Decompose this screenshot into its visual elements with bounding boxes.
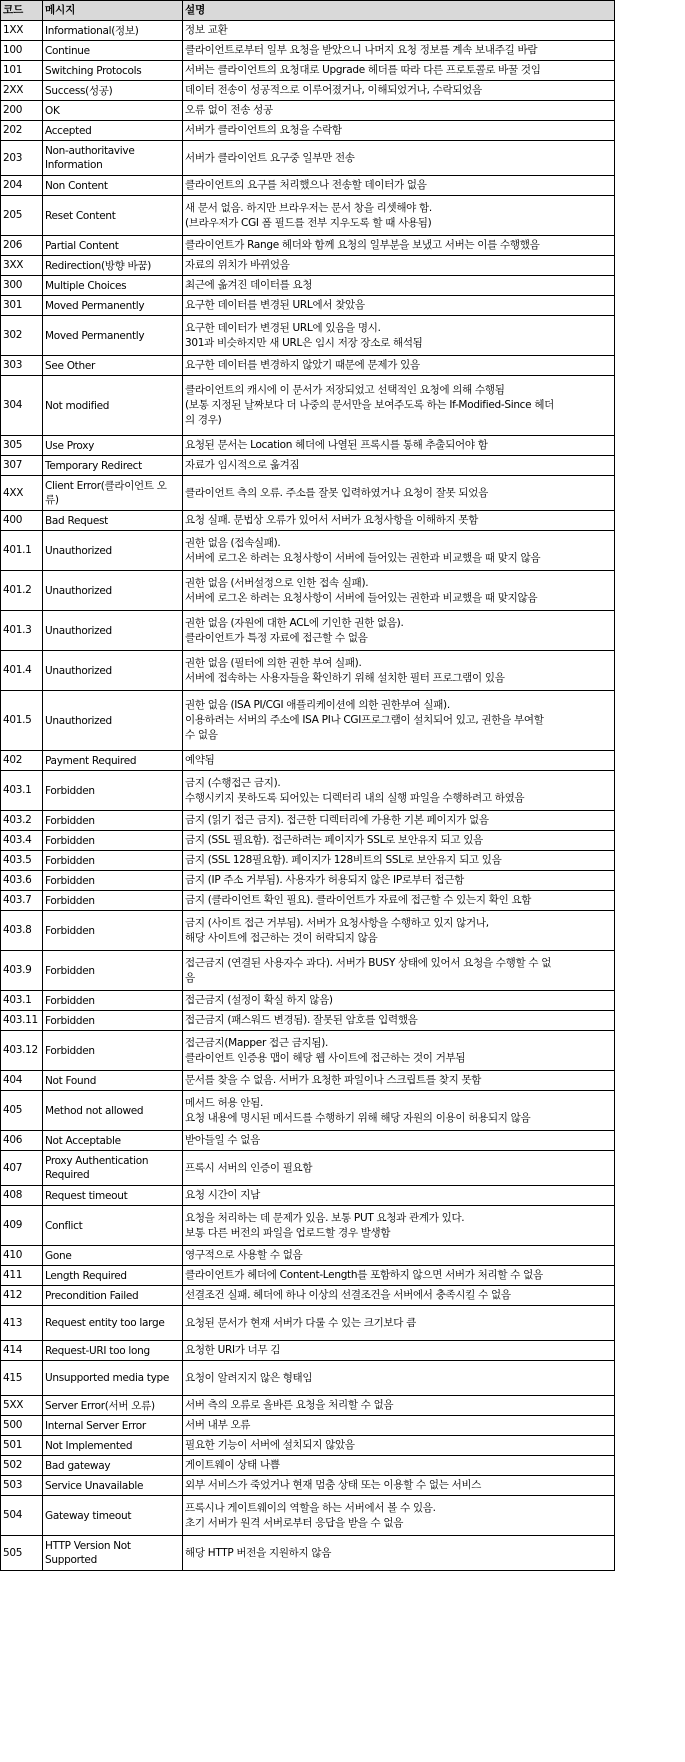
status-description-cell: 정보 교환 — [183, 21, 615, 41]
status-description-cell: 오류 없이 전송 성공 — [183, 101, 615, 121]
table-row — [1, 1536, 615, 1571]
status-message-cell: Request entity too large — [43, 1306, 183, 1341]
status-code-cell: 401.2 — [1, 571, 43, 611]
status-code-cell: 304 — [1, 376, 43, 436]
status-code-cell: 413 — [1, 1306, 43, 1341]
status-description-cell: 문서를 찾을 수 없음. 서버가 요청한 파일이나 스크립트를 찾지 못함 — [183, 1071, 615, 1091]
status-message-cell: Moved Permanently — [43, 316, 183, 356]
status-message-cell: Request timeout — [43, 1186, 183, 1206]
status-code-cell: 403.2 — [1, 811, 43, 831]
status-code-cell: 5XX — [1, 1396, 43, 1416]
status-description-cell: 요청한 URI가 너무 김 — [183, 1341, 615, 1361]
status-code-cell: 403.12 — [1, 1031, 43, 1071]
status-code-cell: 205 — [1, 196, 43, 236]
status-message-cell: Unauthorized — [43, 691, 183, 751]
table-row — [1, 1361, 615, 1396]
table-row — [1, 751, 615, 771]
status-message-cell: Redirection(방향 바꿈) — [43, 256, 183, 276]
status-description-cell: 클라이언트로부터 일부 요청을 받았으니 나머지 요청 정보를 계속 보내주길 바람 — [183, 41, 615, 61]
status-code-cell: 403.1 — [1, 771, 43, 811]
table-row — [1, 1206, 615, 1246]
status-message-cell: Reset Content — [43, 196, 183, 236]
status-code-cell: 401.1 — [1, 531, 43, 571]
status-description-cell: 서버는 클라이언트의 요청대로 Upgrade 헤더를 따라 다른 프로토콜로 바꿀 것임 — [183, 61, 615, 81]
table-row — [1, 1286, 615, 1306]
table-row — [1, 1151, 615, 1186]
table-row — [1, 436, 615, 456]
table-row — [1, 891, 615, 911]
table-row — [1, 871, 615, 891]
status-code-cell: 303 — [1, 356, 43, 376]
status-message-cell: Partial Content — [43, 236, 183, 256]
status-message-cell: Bad gateway — [43, 1456, 183, 1476]
status-code-cell: 4XX — [1, 476, 43, 511]
status-description-cell: 접근금지 (패스워드 변경됨). 잘못된 암호를 입력했음 — [183, 1011, 615, 1031]
status-message-cell: Forbidden — [43, 1031, 183, 1071]
status-description-cell: 클라이언트의 캐시에 이 문서가 저장되었고 선택적인 요청에 의해 수행됨 (보통 지정된 날짜보다 더 나중의 문서만을 보여주도록 하는 If-Modified-Since 헤더 의 경우) — [183, 376, 615, 436]
status-code-cell: 502 — [1, 1456, 43, 1476]
status-code-cell: 411 — [1, 1266, 43, 1286]
status-message-cell: Unauthorized — [43, 531, 183, 571]
status-message-cell: Multiple Choices — [43, 276, 183, 296]
status-description-cell: 접근금지 (연결된 사용자수 과다). 서버가 BUSY 상태에 있어서 요청을 수행할 수 없 음 — [183, 951, 615, 991]
status-description-cell: 서버가 클라이언트의 요청을 수락함 — [183, 121, 615, 141]
status-code-cell: 401.4 — [1, 651, 43, 691]
table-row — [1, 141, 615, 176]
status-message-cell: Unauthorized — [43, 571, 183, 611]
status-code-cell: 1XX — [1, 21, 43, 41]
status-message-cell: Moved Permanently — [43, 296, 183, 316]
table-row — [1, 1011, 615, 1031]
status-message-cell: Forbidden — [43, 991, 183, 1011]
status-code-cell: 403.9 — [1, 951, 43, 991]
table-row — [1, 61, 615, 81]
table-row — [1, 1416, 615, 1436]
status-code-cell: 501 — [1, 1436, 43, 1456]
status-code-cell: 100 — [1, 41, 43, 61]
status-description-cell: 해당 HTTP 버전을 지원하지 않음 — [183, 1536, 615, 1571]
table-row — [1, 1436, 615, 1456]
status-code-cell: 402 — [1, 751, 43, 771]
table-row — [1, 1186, 615, 1206]
status-message-cell: Gateway timeout — [43, 1496, 183, 1536]
table-row — [1, 991, 615, 1011]
status-message-cell: Client Error(클라이언트 오류) — [43, 476, 183, 511]
status-code-cell: 415 — [1, 1361, 43, 1396]
status-description-cell: 새 문서 없음. 하지만 브라우저는 문서 창을 리셋해야 함. (브라우저가 CGI 폼 필드를 전부 지우도록 할 때 사용됨) — [183, 196, 615, 236]
status-message-cell: Payment Required — [43, 751, 183, 771]
status-description-cell: 요구한 데이터가 변경된 URL에 있음을 명시. 301과 비슷하지만 새 URL은 임시 저장 장소로 해석됨 — [183, 316, 615, 356]
table-row — [1, 476, 615, 511]
status-description-cell: 요청을 처리하는 데 문제가 있음. 보통 PUT 요청과 관계가 있다. 보통 다른 버전의 파일을 업로드할 경우 발생함 — [183, 1206, 615, 1246]
status-message-cell: Forbidden — [43, 831, 183, 851]
status-message-cell: Forbidden — [43, 1011, 183, 1031]
status-code-cell: 405 — [1, 1091, 43, 1131]
table-row — [1, 951, 615, 991]
table-row — [1, 1476, 615, 1496]
status-description-cell: 요청된 문서가 현재 서버가 다룰 수 있는 크기보다 큼 — [183, 1306, 615, 1341]
status-description-cell: 최근에 옮겨진 데이터를 요청 — [183, 276, 615, 296]
status-code-cell: 505 — [1, 1536, 43, 1571]
status-code-cell: 408 — [1, 1186, 43, 1206]
status-description-cell: 외부 서비스가 죽었거나 현재 멈춤 상태 또는 이용할 수 없는 서비스 — [183, 1476, 615, 1496]
table-row — [1, 296, 615, 316]
status-description-cell: 금지 (IP 주소 거부됨). 사용자가 허용되지 않은 IP로부터 접근함 — [183, 871, 615, 891]
table-row — [1, 1071, 615, 1091]
status-description-cell: 접근금지(Mapper 접근 금지됨). 클라이언트 인증용 맵이 해당 웹 사이트에 접근하는 것이 거부됨 — [183, 1031, 615, 1071]
table-row — [1, 571, 615, 611]
status-message-cell: Method not allowed — [43, 1091, 183, 1131]
table-row — [1, 511, 615, 531]
status-message-cell: Internal Server Error — [43, 1416, 183, 1436]
table-row — [1, 1131, 615, 1151]
table-row — [1, 1031, 615, 1071]
status-message-cell: Service Unavailable — [43, 1476, 183, 1496]
status-message-cell: HTTP Version Not Supported — [43, 1536, 183, 1571]
status-code-cell: 401.3 — [1, 611, 43, 651]
status-description-cell: 메서드 허용 안됨. 요청 내용에 명시된 메서드를 수행하기 위해 해당 자원의 이용이 허용되지 않음 — [183, 1091, 615, 1131]
status-description-cell: 데이터 전송이 성공적으로 이루어졌거나, 이해되었거나, 수락되었음 — [183, 81, 615, 101]
status-code-cell: 300 — [1, 276, 43, 296]
status-description-cell: 요청이 알려지지 않은 형태임 — [183, 1361, 615, 1396]
status-message-cell: Forbidden — [43, 811, 183, 831]
status-code-cell: 301 — [1, 296, 43, 316]
table-row — [1, 41, 615, 61]
status-description-cell: 요청 시간이 지남 — [183, 1186, 615, 1206]
status-code-cell: 403.7 — [1, 891, 43, 911]
table-header-row — [1, 1, 615, 21]
status-code-cell: 403.4 — [1, 831, 43, 851]
table-row — [1, 236, 615, 256]
status-description-cell: 접근금지 (설정이 확실 하지 않음) — [183, 991, 615, 1011]
table-row — [1, 1396, 615, 1416]
table-body — [1, 21, 615, 1571]
status-code-cell: 204 — [1, 176, 43, 196]
table-row — [1, 1306, 615, 1341]
table-row — [1, 1266, 615, 1286]
status-description-cell: 받아들일 수 없음 — [183, 1131, 615, 1151]
table-row — [1, 276, 615, 296]
status-message-cell: Forbidden — [43, 911, 183, 951]
table-row — [1, 1456, 615, 1476]
status-description-cell: 요구한 데이터를 변경하지 않았기 때문에 문제가 있음 — [183, 356, 615, 376]
status-message-cell: Use Proxy — [43, 436, 183, 456]
status-code-cell: 3XX — [1, 256, 43, 276]
status-description-cell: 선결조건 실패. 헤더에 하나 이상의 선결조건을 서버에서 충족시킬 수 없음 — [183, 1286, 615, 1306]
status-description-cell: 필요한 기능이 서버에 설치되지 않았음 — [183, 1436, 615, 1456]
status-description-cell: 권한 없음 (자원에 대한 ACL에 기인한 권한 없음). 클라이언트가 특정 자료에 접근할 수 없음 — [183, 611, 615, 651]
status-code-cell: 305 — [1, 436, 43, 456]
status-code-cell: 410 — [1, 1246, 43, 1266]
table-row — [1, 611, 615, 651]
status-code-cell: 403.8 — [1, 911, 43, 951]
table-row — [1, 1091, 615, 1131]
status-code-cell: 400 — [1, 511, 43, 531]
status-message-cell: Accepted — [43, 121, 183, 141]
table-row — [1, 531, 615, 571]
status-message-cell: Switching Protocols — [43, 61, 183, 81]
status-message-cell: Unsupported media type — [43, 1361, 183, 1396]
status-code-cell: 307 — [1, 456, 43, 476]
status-description-cell: 금지 (읽기 접근 금지). 접근한 디렉터리에 가용한 기본 페이지가 없음 — [183, 811, 615, 831]
table-row — [1, 21, 615, 41]
status-message-cell: Non-authoritavive Information — [43, 141, 183, 176]
status-code-cell: 302 — [1, 316, 43, 356]
status-description-cell: 금지 (수행접근 금지). 수행시키지 못하도록 되어있는 디렉터리 내의 실행 파일을 수행하려고 하였음 — [183, 771, 615, 811]
status-description-cell: 자료의 위치가 바뀌었음 — [183, 256, 615, 276]
status-code-cell: 504 — [1, 1496, 43, 1536]
status-description-cell: 금지 (SSL 필요함). 접근하려는 페이지가 SSL로 보안유지 되고 있음 — [183, 831, 615, 851]
status-description-cell: 클라이언트가 헤더에 Content-Length를 포함하지 않으면 서버가 처리할 수 없음 — [183, 1266, 615, 1286]
status-message-cell: Not Acceptable — [43, 1131, 183, 1151]
status-message-cell: Forbidden — [43, 771, 183, 811]
table-row — [1, 831, 615, 851]
status-code-cell: 409 — [1, 1206, 43, 1246]
status-description-cell: 영구적으로 사용할 수 없음 — [183, 1246, 615, 1266]
status-description-cell: 권한 없음 (서버설정으로 인한 접속 실패). 서버에 로그온 하려는 요청사항이 서버에 들어있는 권한과 비교했을 때 맞지않음 — [183, 571, 615, 611]
table-row — [1, 911, 615, 951]
status-code-cell: 404 — [1, 1071, 43, 1091]
status-description-cell: 요청된 문서는 Location 헤더에 나열된 프록시를 통해 추출되어야 함 — [183, 436, 615, 456]
status-message-cell: Precondition Failed — [43, 1286, 183, 1306]
status-description-cell: 서버 측의 오류로 올바른 요청을 처리할 수 없음 — [183, 1396, 615, 1416]
status-description-cell: 게이트웨이 상태 나쁨 — [183, 1456, 615, 1476]
table-row — [1, 771, 615, 811]
status-code-cell: 2XX — [1, 81, 43, 101]
status-message-cell: Proxy Authentication Required — [43, 1151, 183, 1186]
status-description-cell: 요구한 데이터를 변경된 URL에서 찾았음 — [183, 296, 615, 316]
status-message-cell: Non Content — [43, 176, 183, 196]
status-description-cell: 요청 실패. 문법상 오류가 있어서 서버가 요청사항을 이해하지 못함 — [183, 511, 615, 531]
status-code-cell: 101 — [1, 61, 43, 81]
status-code-cell: 206 — [1, 236, 43, 256]
status-code-cell: 406 — [1, 1131, 43, 1151]
status-description-cell: 클라이언트의 요구를 처리했으나 전송할 데이터가 없음 — [183, 176, 615, 196]
status-description-cell: 금지 (클라이언트 확인 필요). 클라이언트가 자료에 접근할 수 있는지 확인 요함 — [183, 891, 615, 911]
table-row — [1, 176, 615, 196]
status-message-cell: Request-URI too long — [43, 1341, 183, 1361]
status-description-cell: 클라이언트 측의 오류. 주소를 잘못 입력하였거나 요청이 잘못 되었음 — [183, 476, 615, 511]
status-code-cell: 403.5 — [1, 851, 43, 871]
table-row — [1, 651, 615, 691]
status-message-cell: Forbidden — [43, 871, 183, 891]
table-row — [1, 356, 615, 376]
status-description-cell: 자료가 임시적으로 옮겨짐 — [183, 456, 615, 476]
status-message-cell: Forbidden — [43, 851, 183, 871]
table-row — [1, 256, 615, 276]
status-message-cell: Unauthorized — [43, 611, 183, 651]
status-message-cell: Forbidden — [43, 891, 183, 911]
status-description-cell: 클라이언트가 Range 헤더와 함께 요청의 일부분을 보냈고 서버는 이를 수행했음 — [183, 236, 615, 256]
status-code-cell: 407 — [1, 1151, 43, 1186]
status-message-cell: Unauthorized — [43, 651, 183, 691]
status-message-cell: Informational(정보) — [43, 21, 183, 41]
status-description-cell: 금지 (SSL 128필요함). 페이지가 128비트의 SSL로 보안유지 되고 있음 — [183, 851, 615, 871]
status-code-cell: 403.6 — [1, 871, 43, 891]
status-description-cell: 프록시 서버의 인증이 필요함 — [183, 1151, 615, 1186]
status-message-cell: Not Found — [43, 1071, 183, 1091]
status-message-cell: Gone — [43, 1246, 183, 1266]
table-row — [1, 376, 615, 436]
table-row — [1, 81, 615, 101]
table-row — [1, 1246, 615, 1266]
status-message-cell: Not Implemented — [43, 1436, 183, 1456]
status-code-cell: 203 — [1, 141, 43, 176]
status-message-cell: See Other — [43, 356, 183, 376]
status-message-cell: Forbidden — [43, 951, 183, 991]
table-row — [1, 456, 615, 476]
status-message-cell: OK — [43, 101, 183, 121]
status-message-cell: Length Required — [43, 1266, 183, 1286]
table-row — [1, 851, 615, 871]
status-code-cell: 412 — [1, 1286, 43, 1306]
status-code-cell: 202 — [1, 121, 43, 141]
status-description-cell: 권한 없음 (ISA PI/CGI 애플리케이션에 의한 권한부여 실패). 이용하려는 서버의 주소에 ISA PI나 CGI프로그램이 설치되어 있고, 권한을 부여할 수 없음 — [183, 691, 615, 751]
status-message-cell: Continue — [43, 41, 183, 61]
table-row — [1, 101, 615, 121]
table-row — [1, 316, 615, 356]
status-description-cell: 권한 없음 (접속실패). 서버에 로그온 하려는 요청사항이 서버에 들어있는 권한과 비교했을 때 맞지 않음 — [183, 531, 615, 571]
message-column-header: 메시지 — [43, 1, 183, 21]
table-row — [1, 196, 615, 236]
status-code-cell: 401.5 — [1, 691, 43, 751]
status-message-cell: Not modified — [43, 376, 183, 436]
status-code-cell: 200 — [1, 101, 43, 121]
table-row — [1, 1341, 615, 1361]
status-description-cell: 서버 내부 오류 — [183, 1416, 615, 1436]
status-message-cell: Success(성공) — [43, 81, 183, 101]
status-description-cell: 금지 (사이트 접근 거부됨). 서버가 요청사항을 수행하고 있지 않거나, 해당 사이트에 접근하는 것이 허락되지 않음 — [183, 911, 615, 951]
status-message-cell: Server Error(서버 오류) — [43, 1396, 183, 1416]
status-description-cell: 권한 없음 (필터에 의한 권한 부여 실패). 서버에 접속하는 사용자들을 확인하기 위해 설치한 필터 프로그램이 있음 — [183, 651, 615, 691]
status-description-cell: 서버가 클라이언트 요구중 일부만 전송 — [183, 141, 615, 176]
table-row — [1, 811, 615, 831]
status-code-cell: 403.11 — [1, 1011, 43, 1031]
status-code-cell: 414 — [1, 1341, 43, 1361]
status-description-cell: 예약됨 — [183, 751, 615, 771]
status-message-cell: Temporary Redirect — [43, 456, 183, 476]
status-code-cell: 403.1 — [1, 991, 43, 1011]
status-description-cell: 프록시나 게이트웨이의 역할을 하는 서버에서 볼 수 있음. 초기 서버가 원격 서버로부터 응답을 받을 수 없음 — [183, 1496, 615, 1536]
status-code-cell: 500 — [1, 1416, 43, 1436]
status-message-cell: Conflict — [43, 1206, 183, 1246]
table-row — [1, 121, 615, 141]
status-code-cell: 503 — [1, 1476, 43, 1496]
table-row — [1, 691, 615, 751]
status-message-cell: Bad Request — [43, 511, 183, 531]
code-column-header: 코드 — [1, 1, 43, 21]
description-column-header: 설명 — [183, 1, 615, 21]
table-row — [1, 1496, 615, 1536]
